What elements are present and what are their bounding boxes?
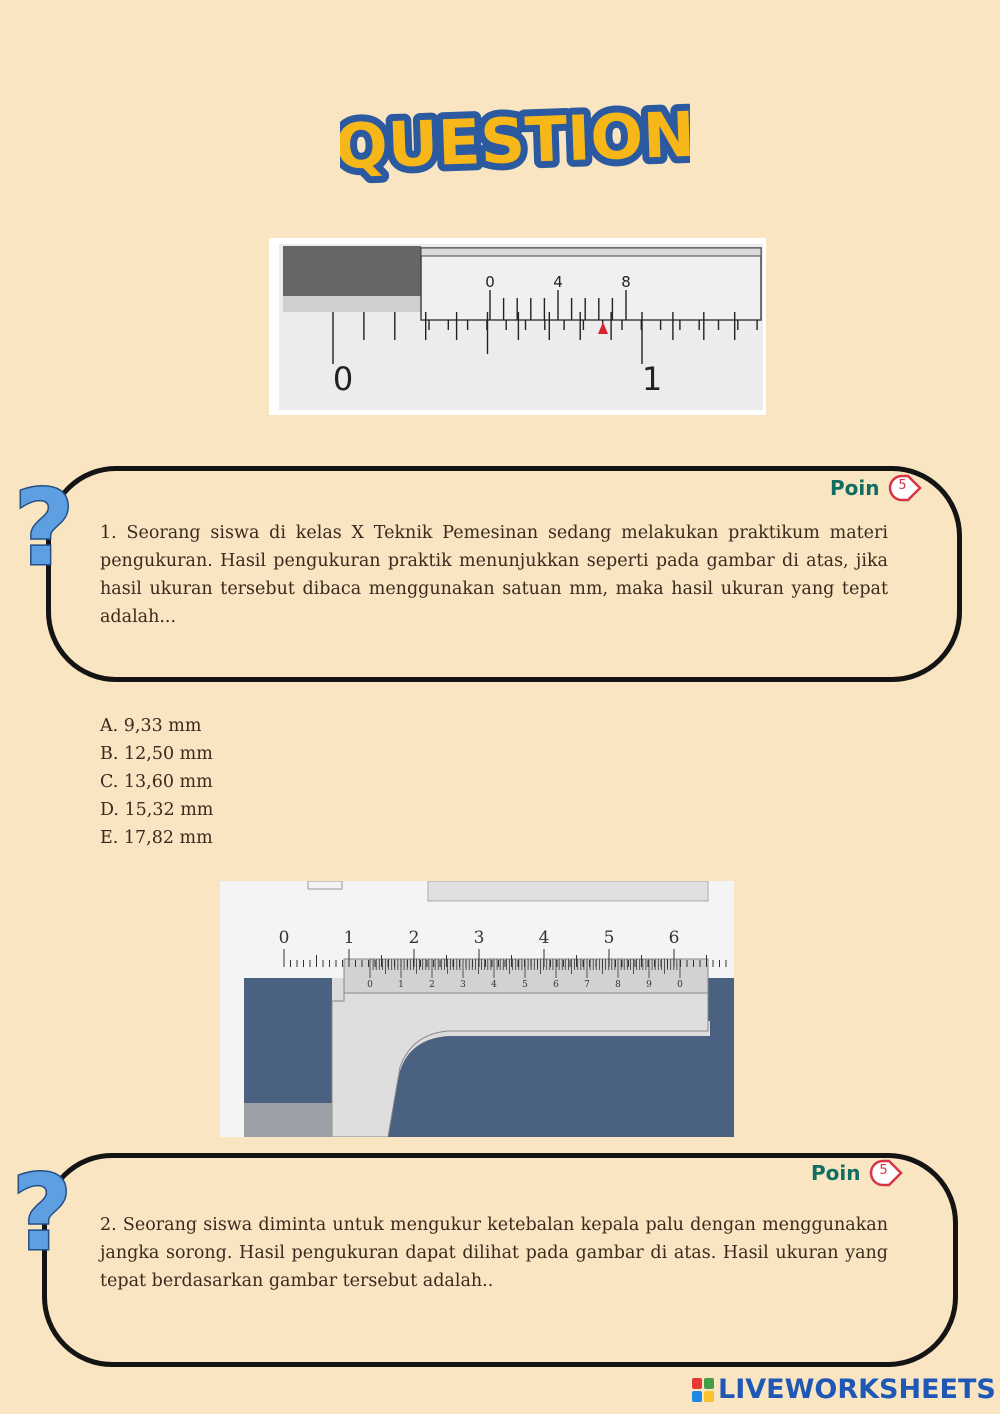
fig2-vernier-label: 6 — [553, 980, 559, 990]
fig2-vernier-label: 1 — [398, 980, 404, 990]
svg-text:?: ? — [11, 1163, 73, 1263]
brand-name: LIVEWORKSHEETS — [718, 1374, 996, 1405]
fig2-main-label: 0 — [278, 928, 290, 948]
fig2-vernier-label: 0 — [677, 980, 683, 990]
title-text: QUESTION — [340, 97, 690, 184]
fig2-vernier-label: 5 — [522, 980, 528, 990]
poin-indicator-2 — [811, 1159, 905, 1187]
poin-label: Poin — [830, 476, 880, 500]
fig1-main-label: 1 — [641, 360, 663, 398]
option-b[interactable]: B. 12,50 mm — [100, 744, 213, 764]
fig1-main-label: 0 — [332, 360, 354, 398]
footer-brand — [692, 1374, 996, 1405]
fig2-main-label: 4 — [538, 928, 550, 948]
fig2-vernier-label: 0 — [367, 980, 373, 990]
poin-indicator-1 — [830, 474, 924, 502]
liveworksheets-logo-icon — [692, 1378, 714, 1402]
fig2-main-label: 6 — [668, 928, 680, 948]
caliper-image-2 — [220, 881, 734, 1137]
option-a[interactable]: A. 9,33 mm — [100, 716, 202, 736]
fig1-vernier-label: 0 — [485, 273, 495, 291]
svg-text:?: ? — [13, 478, 75, 578]
question-mark-icon — [10, 478, 80, 578]
poin-badge — [869, 1159, 905, 1187]
option-d[interactable]: D. 15,32 mm — [100, 800, 214, 820]
fig2-vernier-label: 9 — [646, 980, 652, 990]
option-e[interactable]: E. 17,82 mm — [100, 828, 213, 848]
fig2-main-label: 2 — [408, 928, 420, 948]
fig1-vernier-label: 4 — [553, 273, 563, 291]
poin-badge — [888, 474, 924, 502]
fig2-main-label: 1 — [343, 928, 355, 948]
question-mark-icon — [8, 1163, 78, 1263]
answer-options — [100, 712, 213, 852]
question-text-1: 1. Seorang siswa di kelas X Teknik Pemesinan sedang melakukan praktikum materi pengukuran. Hasil pengukuran praktik menunjukkan seperti pada gambar di atas, jika hasil ukuran tersebut dibaca menggunakan satuan mm, maka hasil ukuran yang tepat adalah... — [100, 523, 888, 627]
fig2-main-label: 3 — [473, 928, 485, 948]
fig2-vernier-label: 7 — [584, 980, 590, 990]
fig2-vernier-label: 8 — [615, 980, 621, 990]
page-title — [340, 92, 690, 192]
poin-value: 5 — [879, 1163, 888, 1178]
fig2-vernier-label: 3 — [460, 980, 466, 990]
caliper-image-1 — [269, 238, 766, 415]
fig2-vernier-label: 4 — [491, 980, 497, 990]
option-c[interactable]: C. 13,60 mm — [100, 772, 213, 792]
question-text-2: 2. Seorang siswa diminta untuk mengukur ketebalan kepala palu dengan menggunakan jangka sorong. Hasil pengukuran dapat dilihat pada gambar di atas. Hasil ukuran yang tepat berdasarkan gambar tersebut adalah.. — [100, 1215, 888, 1291]
fig2-vernier-label: 2 — [429, 980, 435, 990]
poin-label: Poin — [811, 1161, 861, 1185]
fig2-main-label: 5 — [603, 928, 615, 948]
fig1-vernier-label: 8 — [621, 273, 631, 291]
poin-value: 5 — [898, 478, 907, 493]
